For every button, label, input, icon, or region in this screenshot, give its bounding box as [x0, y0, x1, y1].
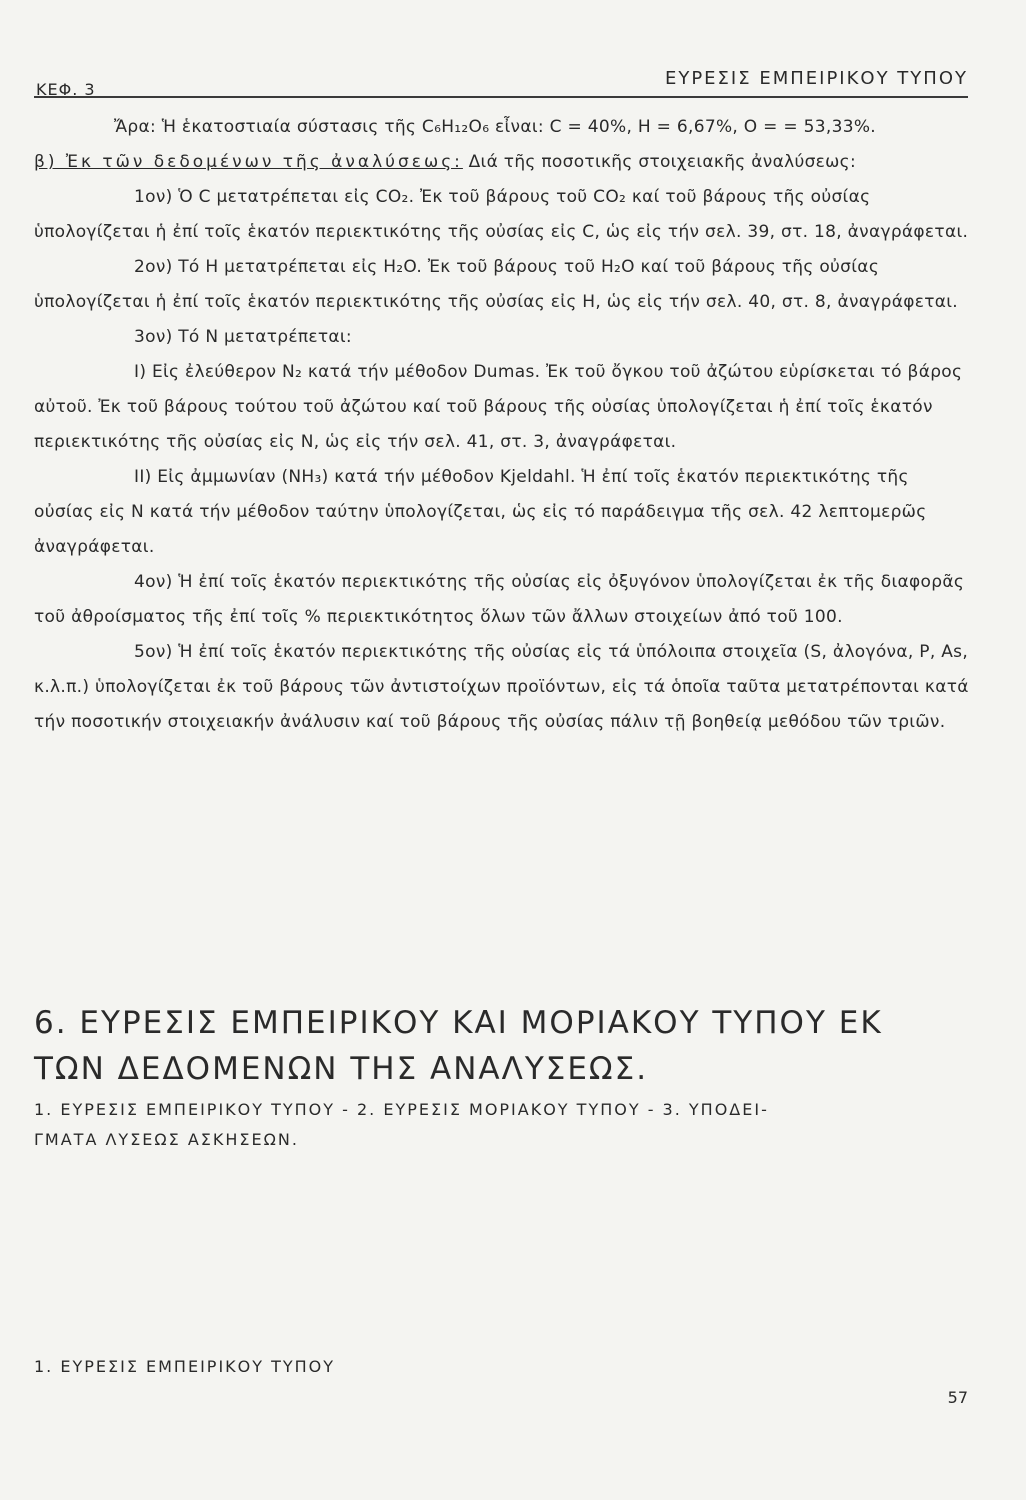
section-6-title-line2: ΤΩΝ ΔΕΔΟΜΕΝΩΝ ΤΗΣ ΑΝΑΛΥΣΕΩΣ. — [34, 1051, 649, 1087]
running-title: ΕΥΡΕΣΙΣ ΕΜΠΕΙΡΙΚΟΥ ΤΥΠΟΥ — [664, 68, 968, 89]
subsection-1-heading: 1. ΕΥΡΕΣΙΣ ΕΜΠΕΙΡΙΚΟΥ ΤΥΠΟΥ — [34, 1357, 336, 1376]
paragraph-analysis-data — [34, 145, 974, 180]
subsection-heading: β) Ἐκ τῶν δεδομένων τῆς ἀναλύσεως: — [34, 152, 463, 172]
paragraph-carbon: 1ον) Ὁ C μετατρέπεται εἰς CO₂. Ἐκ τοῦ βάρους τοῦ CO₂ καί τοῦ βάρους τῆς οὐσίας ὑπολογίζεται ἡ ἐπί τοῖς ἑκατόν περιεκτικότης τῆς οὐσίας εἰς C, ὡς εἰς τήν σελ. 39, στ. 18, ἀναγράφεται. — [34, 187, 969, 242]
page-number: 57 — [947, 1388, 968, 1407]
section-6-contents-line1: 1. ΕΥΡΕΣΙΣ ΕΜΠΕΙΡΙΚΟΥ ΤΥΠΟΥ - 2. ΕΥΡΕΣΙΣ ΜΟΡΙΑΚΟΥ ΤΥΠΟΥ - 3. ΥΠΟΔΕΙ- — [34, 1100, 769, 1119]
body-text — [34, 110, 974, 740]
paragraph-composition: Ἄρα: Ἡ ἑκατοστιαία σύστασις τῆς C₆H₁₂O₆ εἶναι: C = 40%, H = 6,67%, O = = 53,33%. — [114, 117, 877, 137]
paragraph-hydrogen: 2ον) Τό H μετατρέπεται εἰς H₂O. Ἐκ τοῦ βάρους τοῦ H₂O καί τοῦ βάρους τῆς οὐσίας ὑπολογίζεται ἡ ἐπί τοῖς ἑκατόν περιεκτικότης τῆς οὐσίας εἰς H, ὡς εἰς τήν σελ. 40, στ. 8, ἀναγράφεται. — [34, 257, 959, 312]
paragraph-kjeldahl: II) Εἰς ἀμμωνίαν (NH₃) κατά τήν μέθοδον Kjeldahl. Ἡ ἐπί τοῖς ἑκατόν περιεκτικότης τῆς οὐσίας εἰς N κατά τήν μέθοδον ταύτην ὑπολογίζεται, ὡς εἰς τό παράδειγμα τῆς σελ. 42 λεπτομερῶς ἀναγράφεται. — [34, 467, 927, 557]
paragraph-other-elements: 5ον) Ἡ ἐπί τοῖς ἑκατόν περιεκτικότης τῆς οὐσίας εἰς τά ὑπόλοιπα στοιχεῖα (S, ἀλογόνα, P, As, κ.λ.π.) ὑπολογίζεται ἐκ τοῦ βάρους τῶν ἀντιστοίχων προϊόντων, εἰς τά ὁποῖα ταῦτα μετατρέπονται κατά τήν ποσοτικήν στοιχειακήν ἀνάλυσιν καί τοῦ βάρους τῆς οὐσίας πάλιν τῇ βοηθείᾳ μεθόδου τῶν τριῶν. — [34, 642, 969, 732]
section-6-title-line1: 6. ΕΥΡΕΣΙΣ ΕΜΠΕΙΡΙΚΟΥ ΚΑΙ ΜΟΡΙΑΚΟΥ ΤΥΠΟΥ ΕΚ — [34, 1005, 883, 1041]
paragraph-oxygen: 4ον) Ἡ ἐπί τοῖς ἑκατόν περιεκτικότης τῆς οὐσίας εἰς ὀξυγόνον ὑπολογίζεται ἐκ τῆς διαφορᾶς τοῦ ἀθροίσματος τῆς ἐπί τοῖς % περιεκτικότητος ὅλων τῶν ἄλλων στοιχείων ἀπό τοῦ 100. — [34, 572, 965, 627]
section-6-contents-line2: ΓΜΑΤΑ ΛΥΣΕΩΣ ΑΣΚΗΣΕΩΝ. — [34, 1130, 299, 1149]
section-6-contents — [34, 1095, 994, 1155]
paragraph-nitrogen: 3ον) Τό N μετατρέπεται: — [134, 327, 352, 347]
section-6-heading — [34, 1000, 994, 1092]
chapter-label: ΚΕΦ. 3 — [36, 80, 96, 99]
subsection-heading-rest: Διά τῆς ποσοτικῆς στοιχειακῆς ἀναλύσεως: — [462, 152, 856, 172]
paragraph-dumas: I) Εἰς ἐλεύθερον N₂ κατά τήν μέθοδον Dumas. Ἐκ τοῦ ὄγκου τοῦ ἀζώτου εὑρίσκεται τό βάρος αὐτοῦ. Ἐκ τοῦ βάρους τούτου τοῦ ἀζώτου καί τοῦ βάρους τῆς οὐσίας ὑπολογίζεται ἡ ἐπί τοῖς ἑκατόν περιεκτικότης τῆς οὐσίας εἰς N, ὡς εἰς τήν σελ. 41, στ. 3, ἀναγράφεται. — [34, 362, 963, 452]
header-rule — [34, 96, 968, 98]
